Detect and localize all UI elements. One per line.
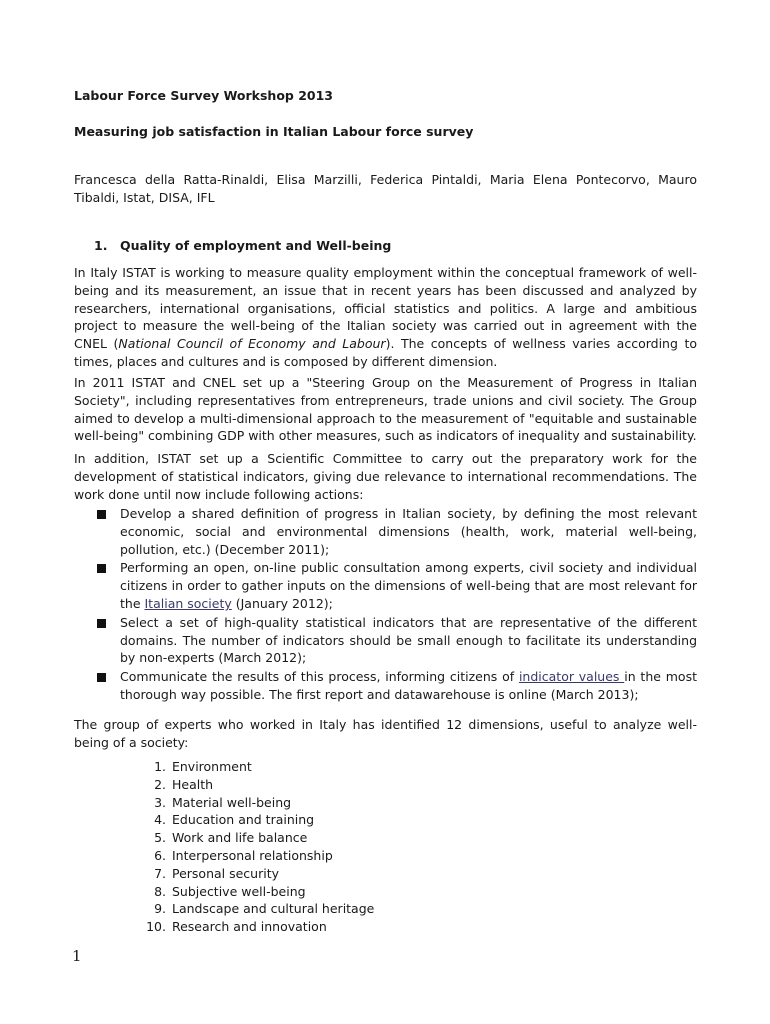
list-item [142, 847, 374, 865]
bullet-text: Develop a shared definition of progress in Italian society, by defining the most relevant economic, social and environmental dimensions (health, work, material well-being, pollution, etc.) (December 2011); [120, 506, 697, 557]
item-label: Environment [171, 759, 252, 774]
list-item [142, 794, 374, 812]
list-item [142, 811, 374, 829]
list-item [142, 883, 374, 901]
bullet-text-b: (January 2012); [231, 595, 333, 611]
item-label: Personal security [171, 865, 280, 881]
list-item [142, 865, 374, 883]
item-label: Landscape and cultural heritage [171, 901, 375, 917]
item-number: 8. [154, 883, 166, 899]
item-number: 6. [154, 847, 166, 863]
bullet-text-a: Communicate the results of this process, informing citizens of [120, 669, 519, 685]
item-label: Research and innovation [171, 919, 327, 935]
list-item [142, 900, 374, 918]
bullet-text-b: in the most thorough way possible. The first report and datawarehouse is online (March 2013); [120, 669, 697, 702]
item-label: Health [171, 776, 214, 792]
list-item [96, 505, 697, 558]
paragraph-1-italic: National Council of Economy and Labour [118, 336, 386, 352]
item-number: 1. [154, 759, 166, 774]
list-item [96, 559, 697, 612]
item-label: Education and training [171, 812, 315, 828]
bullet-text-a: Performing an open, on-line public consultation among experts, civil society and individual citizens in order to gather inputs on the dimensions of well-being that are most relevant for the [120, 560, 697, 611]
list-item [142, 918, 374, 936]
paragraph-1-text-b: ). The concepts of wellness varies according to times, places and cultures and is composed by different dimension. [74, 336, 697, 369]
item-label: Subjective well-being [171, 883, 306, 899]
item-number: 9. [154, 901, 166, 917]
paragraph-4: The group of experts who worked in Italy has identified 12 dimensions, useful to analyze well-being of a society: [74, 717, 697, 750]
paragraph-3: In addition, ISTAT set up a Scientific Committee to carry out the preparatory work for the development of statistical indicators, giving due relevance to international recommendations. The work done until now include following actions: [74, 451, 697, 502]
item-number: 7. [154, 865, 166, 881]
authors-line: Francesca della Ratta-Rinaldi, Elisa Marzilli, Federica Pintaldi, Maria Elena Pontecorvo, Mauro Tibaldi, Istat, DISA, IFL [74, 172, 697, 205]
dimensions-list [142, 758, 374, 936]
item-number: 5. [154, 830, 166, 846]
page-number: 1 [72, 947, 82, 965]
paragraph-2: In 2011 ISTAT and CNEL set up a "Steering Group on the Measurement of Progress in Italian Society", including representatives from entrepreneurs, trade unions and civil society. The Group aimed to develop a multi-dimensional approach to the measurement of "equitable and sustainable well-being" combining GDP with other measures, such as indicators of inequality and sustainability. [74, 375, 697, 444]
square-bullet-icon [97, 564, 106, 573]
item-label: Work and life balance [171, 830, 308, 846]
italian-society-link[interactable]: Italian society [144, 595, 232, 611]
item-number: 2. [154, 776, 166, 792]
workshop-title: Labour Force Survey Workshop 2013 [74, 88, 333, 103]
item-number: 3. [154, 794, 166, 810]
square-bullet-icon [97, 673, 106, 682]
section-title: Quality of employment and Well-being [120, 238, 392, 253]
section-heading [94, 237, 694, 255]
list-item [96, 614, 697, 667]
item-number: 4. [154, 812, 166, 828]
square-bullet-icon [97, 510, 106, 519]
indicator-values-link[interactable]: indicator values [518, 669, 625, 685]
paper-title: Measuring job satisfaction in Italian Labour force survey [74, 124, 474, 139]
item-label: Interpersonal relationship [171, 847, 333, 863]
section-number: 1. [94, 238, 108, 253]
list-item [142, 776, 374, 794]
actions-list [96, 505, 697, 705]
item-label: Material well-being [171, 794, 292, 810]
square-bullet-icon [97, 619, 106, 628]
paragraph-1 [74, 264, 697, 371]
paragraph-1-text-a: In Italy ISTAT is working to measure quality employment within the conceptual framework of well-being and its measurement, an issue that in recent years has been discussed and analyzed by researchers, international organisations, official statistics and politics. A large and ambitious project to measure the well-being of the Italian society was carried out in agreement with the CNEL ( [74, 265, 697, 352]
item-number: 10. [146, 919, 166, 935]
list-item [96, 668, 697, 704]
list-item [142, 758, 374, 776]
list-item [142, 829, 374, 847]
bullet-text: Select a set of high-quality statistical indicators that are representative of the different domains. The number of indicators should be small enough to facilitate its understanding by non-experts (March 2012); [120, 614, 697, 666]
